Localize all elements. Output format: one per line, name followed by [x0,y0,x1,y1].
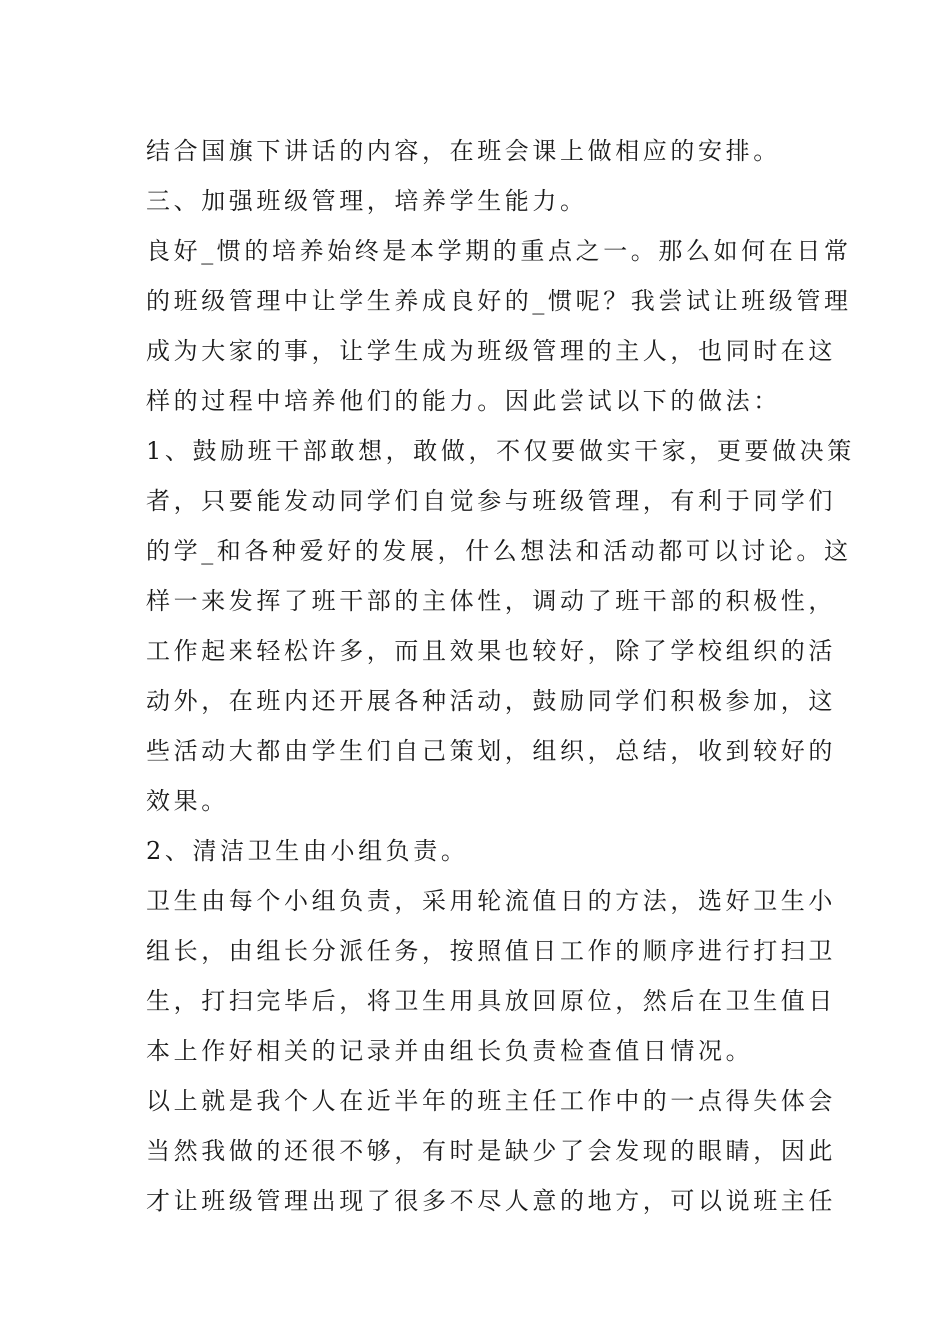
text-line: 些活动大都由学生们自己策划，组织，总结，收到较好的 [146,737,836,765]
text-line: 良好_惯的培养始终是本学期的重点之一。那么如何在日常 [146,237,852,265]
text-line: 成为大家的事，让学生成为班级管理的主人，也同时在这 [146,337,836,365]
text-line: 当然我做的还很不够，有时是缺少了会发现的眼睛，因此 [146,1137,836,1165]
text-line: 组长，由组长分派任务，按照值日工作的顺序进行打扫卫 [146,937,836,965]
list-item-heading: 2、清洁卫生由小组负责。 [146,837,469,865]
text-line: 动外，在班内还开展各种活动，鼓励同学们积极参加，这 [146,687,836,715]
text-line: 以上就是我个人在近半年的班主任工作中的一点得失体会 [146,1087,836,1115]
text-line: 本上作好相关的记录并由组长负责检查值日情况。 [146,1037,754,1065]
text-line: 效果。 [146,787,229,815]
text-line: 生，打扫完毕后，将卫生用具放回原位，然后在卫生值日 [146,987,836,1015]
text-line: 工作起来轻松许多，而且效果也较好，除了学校组织的活 [146,637,836,665]
text-line: 样一来发挥了班干部的主体性，调动了班干部的积极性， [146,587,836,615]
text-line: 的班级管理中让学生养成良好的_惯呢？我尝试让班级管理 [146,287,852,315]
text-line: 样的过程中培养他们的能力。因此尝试以下的做法： [146,387,781,415]
section-heading: 三、加强班级管理，培养学生能力。 [146,187,588,215]
text-line: 的学_和各种爱好的发展，什么想法和活动都可以讨论。这 [146,537,852,565]
text-line: 卫生由每个小组负责，采用轮流值日的方法，选好卫生小 [146,887,836,915]
list-item-heading: 1、鼓励班干部敢想，敢做，不仅要做实干家，更要做决策 [146,437,855,465]
text-line: 才让班级管理出现了很多不尽人意的地方，可以说班主任 [146,1187,836,1215]
text-line: 者，只要能发动同学们自觉参与班级管理，有利于同学们 [146,487,836,515]
document-body [146,126,855,1226]
text-line: 结合国旗下讲话的内容，在班会课上做相应的安排。 [146,137,781,165]
